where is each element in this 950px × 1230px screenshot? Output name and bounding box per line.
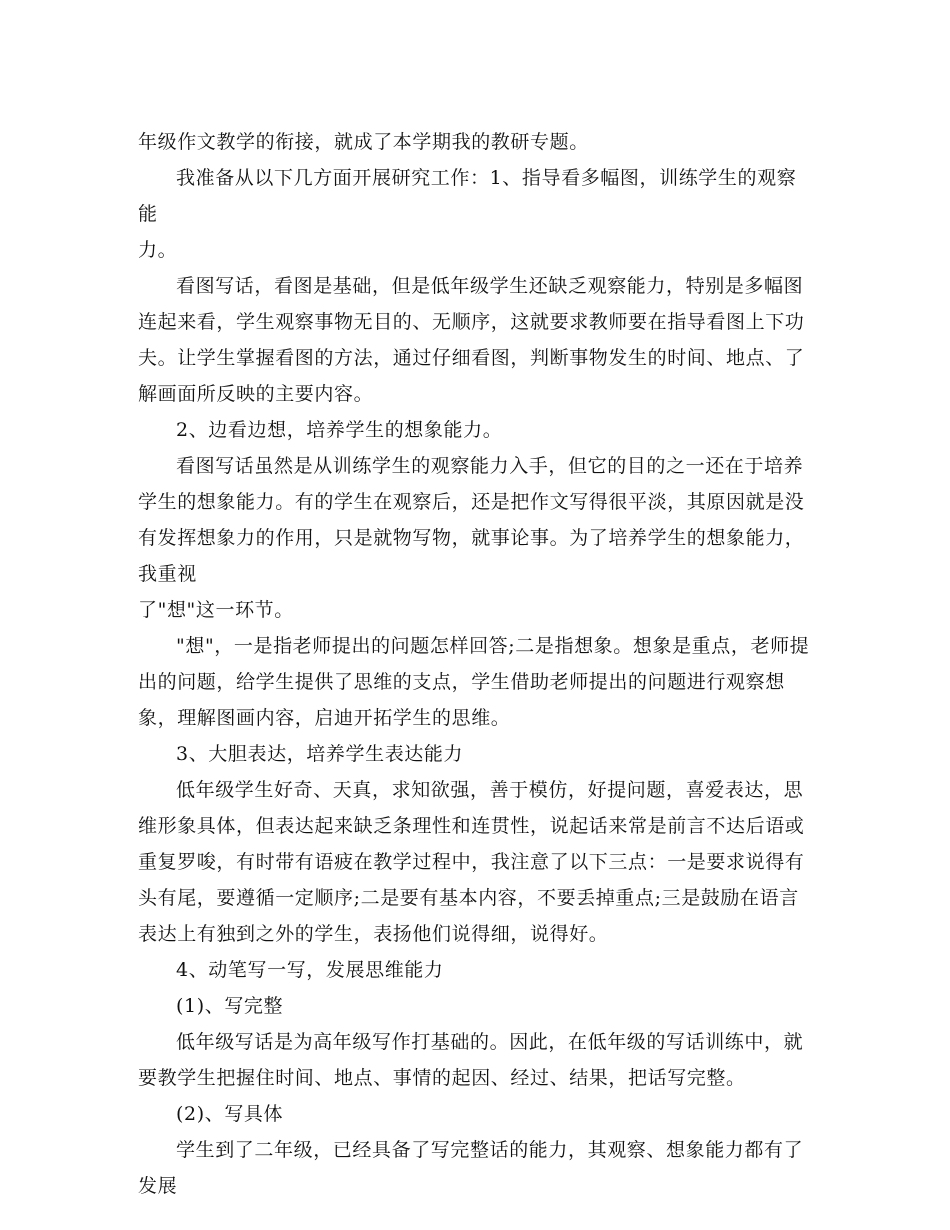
paragraph-12: (2)、写具体 <box>176 1103 284 1125</box>
paragraph-13: 学生到了二年级，已经具备了写完整话的能力，其观察、想象能力都有了发展 <box>138 1139 804 1197</box>
paragraph-1: 年级作文教学的衔接，就成了本学期我的教研专题。 <box>138 131 589 153</box>
paragraph-10: (1)、写完整 <box>176 995 284 1017</box>
document-body <box>138 124 813 1204</box>
paragraph-9: 4、动笔写一写，发展思维能力 <box>176 959 444 981</box>
paragraph-4: 2、边看边想，培养学生的想象能力。 <box>176 419 503 441</box>
paragraph-6: "想"，一是指老师提出的问题怎样回答;二是指想象。想象是重点，老师提出的问题，给学生提供了思维的支点，学生借助老师提出的问题进行观察想象，理解图画内容，启迪开拓学生的思维。 <box>138 635 810 729</box>
paragraph-8: 低年级学生好奇、天真，求知欲强，善于模仿，好提问题，喜爱表达，思维形象具体，但表达起来缺乏条理性和连贯性，说起话来常是前言不达后语或重复罗唆，有时带有语疲在教学过程中，我注意了以下三点：一是要求说得有头有尾，要遵循一定顺序;二是要有基本内容，不要丢掉重点;三是鼓励在语言表达上有独到之外的学生，表扬他们说得细，说得好。 <box>138 779 805 945</box>
paragraph-3: 看图写话，看图是基础，但是低年级学生还缺乏观察能力，特别是多幅图连起来看，学生观察事物无目的、无顺序，这就要求教师要在指导看图上下功夫。让学生掌握看图的方法，通过仔细看图，判断事物发生的时间、地点、了解画面所反映的主要内容。 <box>138 275 805 405</box>
paragraph-7: 3、大胆表达，培养学生表达能力 <box>176 743 464 765</box>
paragraph-2: 我准备从以下几方面开展研究工作：1、指导看多幅图，训练学生的观察能 力。 <box>138 167 797 261</box>
paragraph-11: 低年级写话是为高年级写作打基础的。因此，在低年级的写话训练中，就要教学生把握住时间、地点、事情的起因、经过、结果，把话写完整。 <box>138 1031 804 1089</box>
paragraph-5: 看图写话虽然是从训练学生的观察能力入手，但它的目的之一还在于培养学生的想象能力。有的学生在观察后，还是把作文写得很平淡，其原因就是没有发挥想象力的作用，只是就物写物，就事论事。为了培养学生的想象能力，我重视 了"想"这一环节。 <box>138 455 805 621</box>
